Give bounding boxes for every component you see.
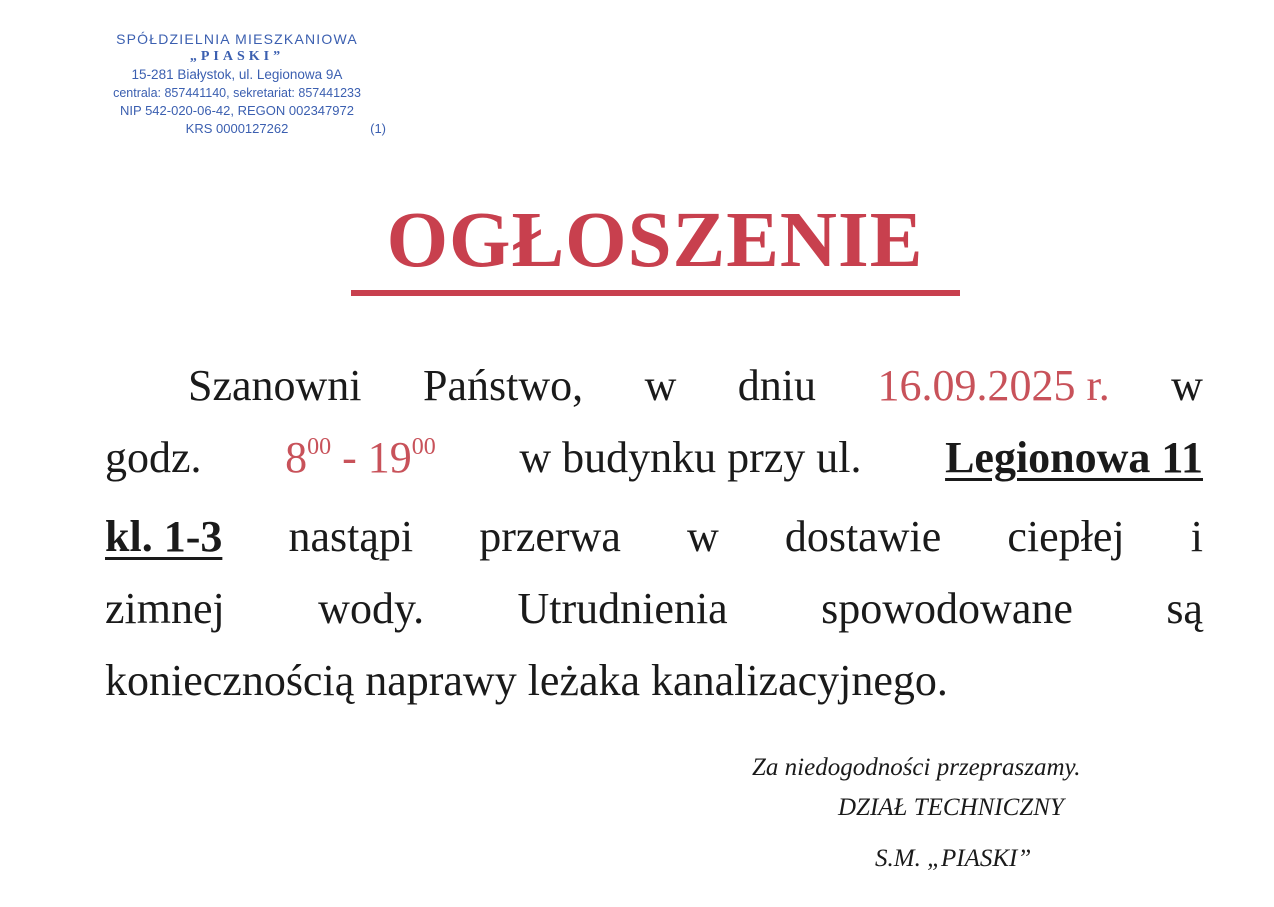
stamp-name: „PIASKI”	[189, 49, 285, 64]
word-w13: są	[1166, 584, 1203, 633]
street-address: Legionowa 11	[945, 433, 1203, 482]
word-hours: godz.	[105, 433, 202, 482]
word-addressee: Państwo,	[422, 361, 584, 410]
last-line-text: koniecznością naprawy leżaka kanalizacyjnego.	[105, 656, 948, 705]
body-line-3	[105, 501, 1203, 573]
building-text: w budynku przy ul.	[519, 433, 862, 482]
word-greeting: Szanowni	[188, 361, 362, 410]
organization-stamp	[84, 30, 390, 138]
word-w9: zimnej	[105, 584, 225, 633]
word-in: w	[644, 361, 677, 410]
stairwell-range: kl. 1-3	[105, 512, 223, 561]
start-hour: 8	[285, 433, 308, 482]
body-line-5	[105, 645, 1203, 717]
word-w6: dostawie	[784, 512, 942, 561]
word-w3: nastąpi	[288, 512, 414, 561]
end-hour: 19	[367, 433, 412, 482]
signature: S.M. „PIASKI”	[875, 845, 1032, 872]
word-w5: w	[686, 512, 719, 561]
title-underline	[351, 290, 960, 296]
hours-dash: -	[342, 433, 357, 482]
stamp-phones: centrala: 857441140, sekretariat: 857441233	[113, 86, 361, 100]
department-name: DZIAŁ TECHNICZNY	[838, 794, 1064, 821]
hours-range	[285, 422, 436, 501]
body-line-1	[105, 350, 1203, 422]
word-w10: wody.	[318, 584, 425, 633]
word-w4: przerwa	[479, 512, 621, 561]
stamp-address: 15-281 Białystok, ul. Legionowa 9A	[131, 67, 343, 82]
stamp-index: (1)	[370, 121, 386, 136]
page-title: OGŁOSZENIE	[386, 197, 924, 284]
stamp-krs: KRS 0000127262	[185, 121, 289, 136]
word-w11: Utrudnienia	[517, 584, 728, 633]
stamp-krs-row	[84, 120, 390, 138]
word-w12: spowodowane	[821, 584, 1073, 633]
word-in-2: w	[1171, 361, 1203, 410]
word-day: dniu	[737, 361, 817, 410]
word-w7: ciepłej	[1007, 512, 1125, 561]
announcement-date: 16.09.2025 r.	[877, 361, 1110, 410]
start-minutes: 00	[307, 434, 332, 460]
word-w8: i	[1190, 512, 1203, 561]
body-line-2	[105, 422, 1203, 501]
stamp-organization: SPÓŁDZIELNIA MIESZKANIOWA	[116, 31, 358, 47]
announcement-body	[105, 350, 1203, 717]
end-minutes: 00	[411, 434, 436, 460]
body-line-4	[105, 573, 1203, 645]
apology-text: Za niedogodności przepraszamy.	[752, 754, 1081, 781]
stamp-nip-regon: NIP 542-020-06-42, REGON 002347972	[120, 103, 354, 118]
